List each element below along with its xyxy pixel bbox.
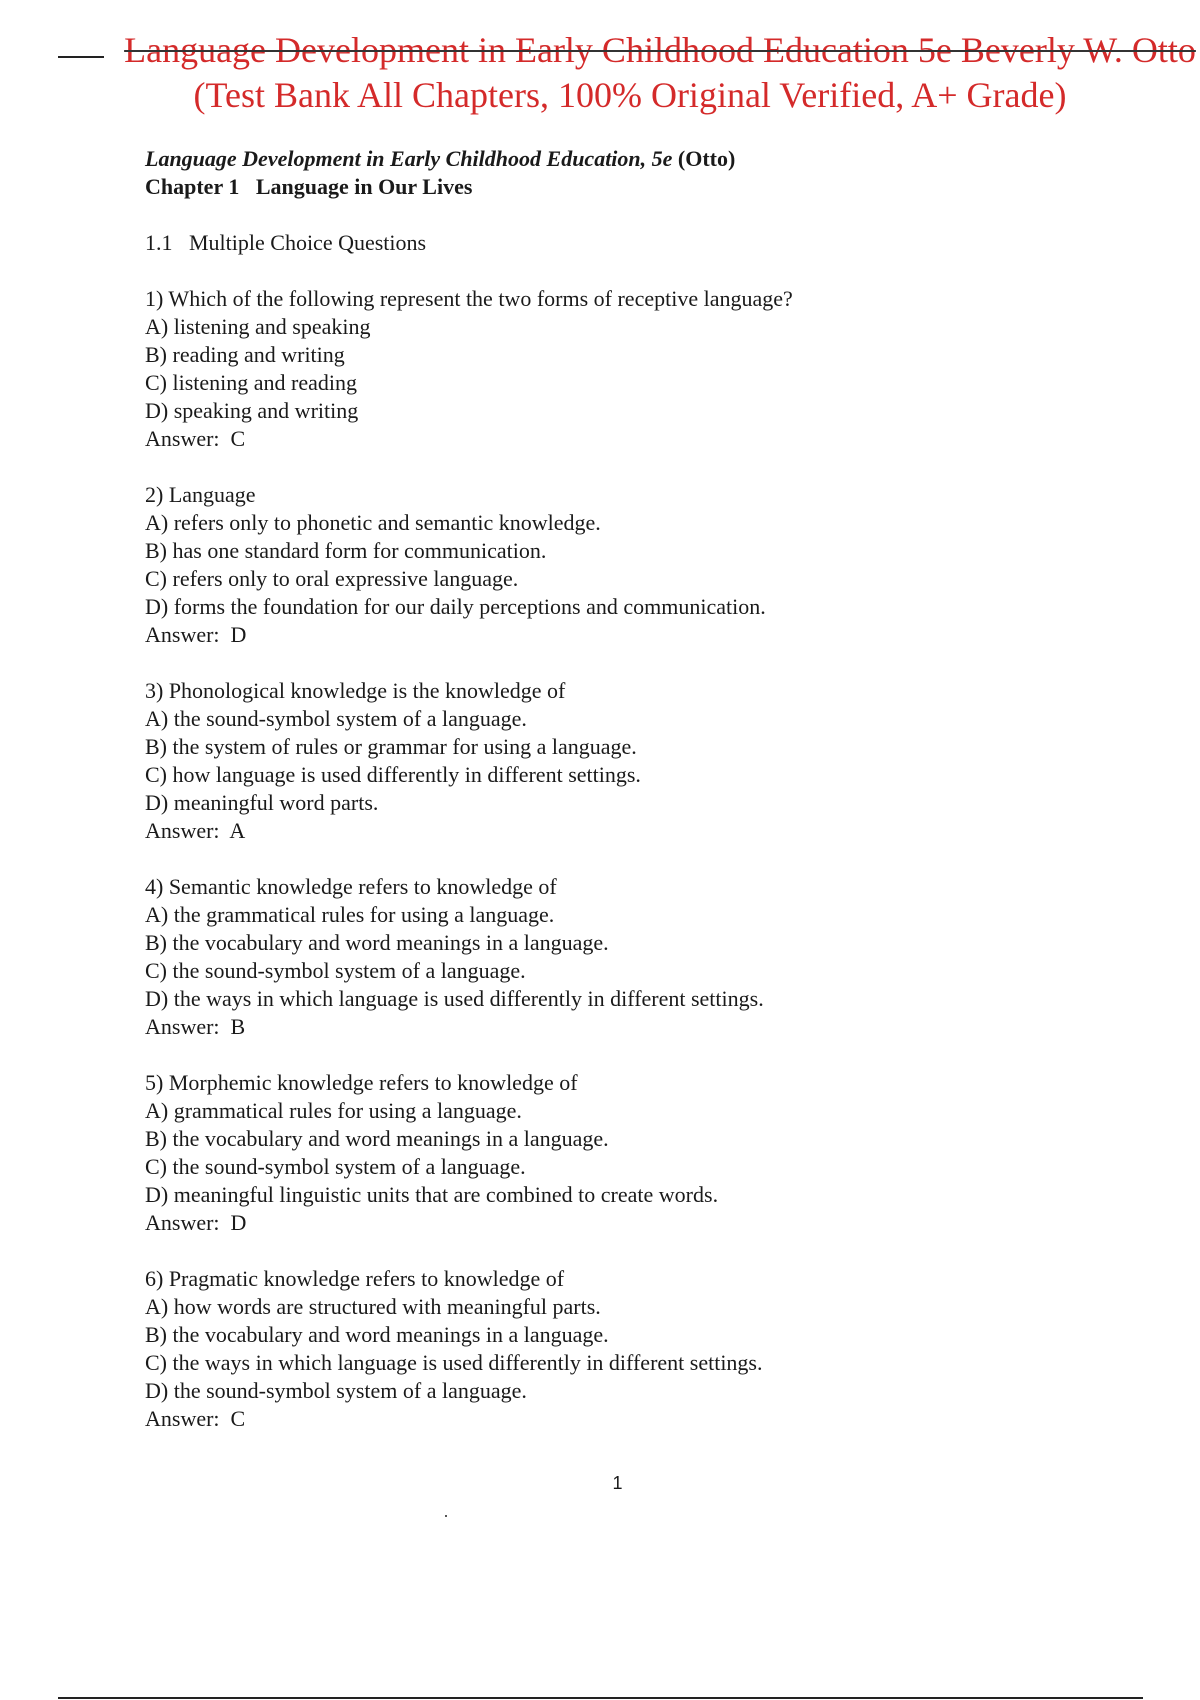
question-stem: 1) Which of the following represent the two forms of receptive language? (145, 286, 793, 311)
option-c: C) the ways in which language is used differently in different settings. (145, 1350, 763, 1375)
page-number: 1 (612, 1473, 623, 1493)
question-5 (145, 1069, 1125, 1237)
section-heading: 1.1 Multiple Choice Questions (145, 230, 427, 255)
question-stem: 5) Morphemic knowledge refers to knowledge of (145, 1070, 578, 1095)
question-2 (145, 481, 1125, 649)
footer-rule (58, 1697, 1143, 1699)
option-b: B) the vocabulary and word meanings in a language. (145, 930, 609, 955)
option-b: B) the system of rules or grammar for using a language. (145, 734, 637, 759)
book-author: (Otto) (677, 146, 736, 171)
title-line-2: (Test Bank All Chapters, 100% Original Verified, A+ Grade) (193, 75, 1067, 115)
question-6 (145, 1265, 1125, 1433)
option-a: A) how words are structured with meaningful parts. (145, 1294, 601, 1319)
chapter-heading: Chapter 1 Language in Our Lives (145, 174, 473, 199)
option-c: C) refers only to oral expressive language. (145, 566, 519, 591)
title-line-1: Language Development in Early Childhood Education 5e Beverly W. Otto (124, 30, 1196, 70)
question-stem: 4) Semantic knowledge refers to knowledge of (145, 874, 557, 899)
book-title: Language Development in Early Childhood Education, 5e (145, 146, 673, 171)
option-d: D) the ways in which language is used differently in different settings. (145, 986, 764, 1011)
option-d: D) meaningful linguistic units that are combined to create words. (145, 1182, 719, 1207)
stray-dot (445, 1515, 447, 1517)
option-a: A) grammatical rules for using a language. (145, 1098, 522, 1123)
option-b: B) the vocabulary and word meanings in a language. (145, 1126, 609, 1151)
question-1 (145, 285, 1125, 453)
book-title-line (145, 145, 1125, 173)
question-4 (145, 873, 1125, 1041)
option-b: B) has one standard form for communication. (145, 538, 547, 563)
question-stem: 6) Pragmatic knowledge refers to knowledge of (145, 1266, 565, 1291)
option-b: B) reading and writing (145, 342, 345, 367)
option-c: C) the sound-symbol system of a language. (145, 1154, 526, 1179)
page-content (145, 145, 1125, 1433)
option-a: A) listening and speaking (145, 314, 371, 339)
option-c: C) the sound-symbol system of a language. (145, 958, 526, 983)
option-c: C) how language is used differently in different settings. (145, 762, 641, 787)
answer: Answer: A (145, 818, 246, 843)
document-title (60, 28, 1200, 118)
question-3 (145, 677, 1125, 845)
question-stem: 3) Phonological knowledge is the knowledge of (145, 678, 566, 703)
answer: Answer: C (145, 1406, 246, 1431)
option-a: A) the grammatical rules for using a language. (145, 902, 555, 927)
option-b: B) the vocabulary and word meanings in a language. (145, 1322, 609, 1347)
answer: Answer: B (145, 1014, 246, 1039)
option-a: A) the sound-symbol system of a language. (145, 706, 527, 731)
question-stem: 2) Language (145, 482, 256, 507)
option-d: D) meaningful word parts. (145, 790, 379, 815)
option-a: A) refers only to phonetic and semantic knowledge. (145, 510, 601, 535)
option-d: D) forms the foundation for our daily perceptions and communication. (145, 594, 766, 619)
question-list (145, 285, 1125, 1433)
answer: Answer: C (145, 426, 246, 451)
option-c: C) listening and reading (145, 370, 358, 395)
option-d: D) the sound-symbol system of a language. (145, 1378, 527, 1403)
option-d: D) speaking and writing (145, 398, 359, 423)
answer: Answer: D (145, 1210, 247, 1235)
answer: Answer: D (145, 622, 247, 647)
